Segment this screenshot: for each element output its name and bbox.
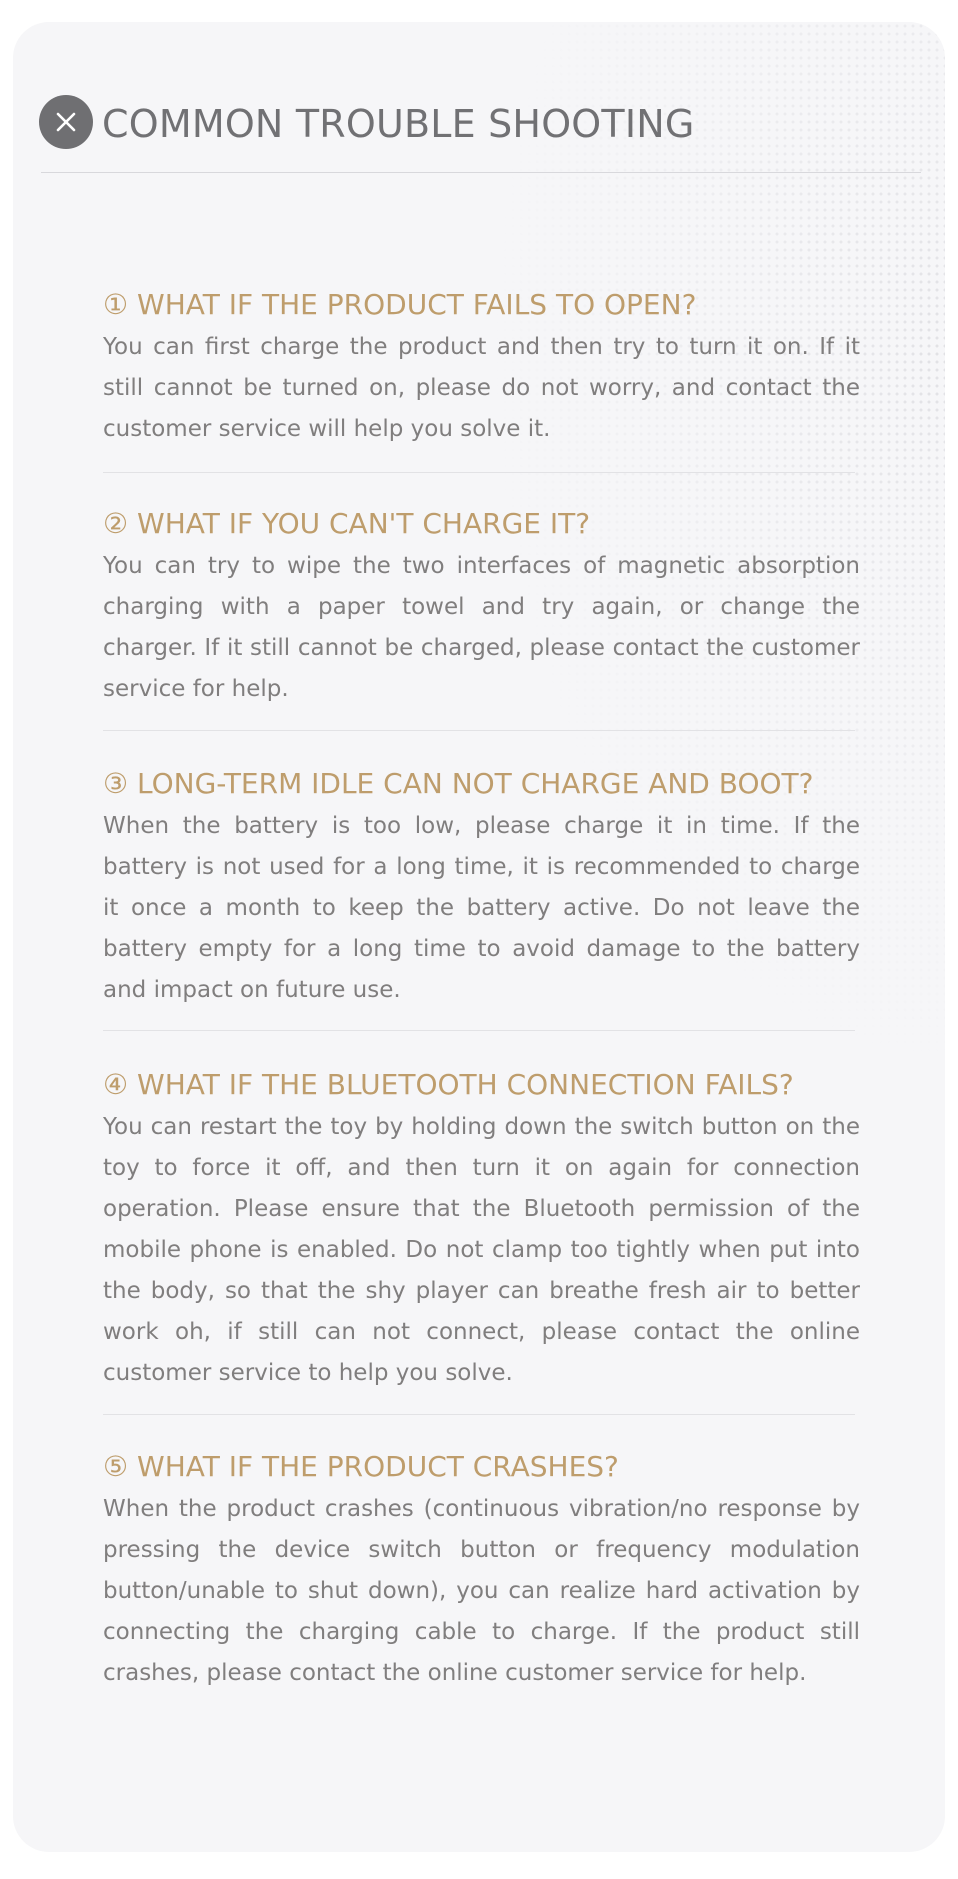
faq-question: [103, 766, 860, 802]
faq-item: [103, 287, 860, 450]
faq-question-text: WHAT IF THE PRODUCT CRASHES?: [137, 1450, 619, 1483]
faq-question: [103, 1449, 860, 1485]
faq-number: ④: [103, 1068, 129, 1101]
faq-divider: [103, 1414, 855, 1415]
faq-answer: You can try to wipe the two interfaces of magnetic absorption charging with a paper towel and try again, or change the charger. If it still cannot be charged, please contact the customer service for help.: [103, 553, 860, 702]
faq-divider: [103, 1030, 855, 1031]
faq-answer: You can first charge the product and then try to turn it on. If it still cannot be turned on, please do not worry, and contact the customer service will help you solve it.: [103, 334, 860, 442]
close-icon: [56, 112, 76, 132]
page-title: COMMON TROUBLE SHOOTING: [102, 102, 695, 146]
troubleshooting-panel: [13, 22, 945, 1852]
faq-question: [103, 1067, 860, 1103]
faq-item: [103, 766, 860, 1011]
faq-question: [103, 506, 860, 542]
faq-number: ⑤: [103, 1450, 129, 1483]
faq-question: [103, 287, 860, 323]
faq-number: ①: [103, 288, 129, 321]
faq-item: [103, 1067, 860, 1394]
faq-question-text: WHAT IF THE PRODUCT FAILS TO OPEN?: [137, 288, 697, 321]
faq-item: [103, 506, 860, 710]
header-divider: [41, 172, 921, 173]
faq-answer: When the product crashes (continuous vibration/no response by pressing the device switch button or frequency modulation button/unable to shut down), you can realize hard activation by connecting the charging cable to charge. If the product still crashes, please contact the online customer service for help.: [103, 1496, 860, 1686]
close-button[interactable]: [39, 95, 93, 149]
faq-divider: [103, 472, 855, 473]
faq-question-text: LONG-TERM IDLE CAN NOT CHARGE AND BOOT?: [137, 767, 814, 800]
faq-answer: You can restart the toy by holding down the switch button on the toy to force it off, and then turn it on again for connection operation. Please ensure that the Bluetooth permission of the mobile phone is enabled. Do not clamp too tightly when put into the body, so that the shy player can breathe fresh air to better work oh, if still can not connect, please contact the online customer service to help you solve.: [103, 1114, 860, 1386]
faq-number: ③: [103, 767, 129, 800]
faq-number: ②: [103, 507, 129, 540]
faq-question-text: WHAT IF THE BLUETOOTH CONNECTION FAILS?: [137, 1068, 794, 1101]
faq-divider: [103, 730, 855, 731]
faq-question-text: WHAT IF YOU CAN'T CHARGE IT?: [137, 507, 591, 540]
faq-answer: When the battery is too low, please charge it in time. If the battery is not used for a long time, it is recommended to charge it once a month to keep the battery active. Do not leave the battery empty for a long time to avoid damage to the battery and impact on future use.: [103, 813, 860, 1003]
faq-item: [103, 1449, 860, 1694]
